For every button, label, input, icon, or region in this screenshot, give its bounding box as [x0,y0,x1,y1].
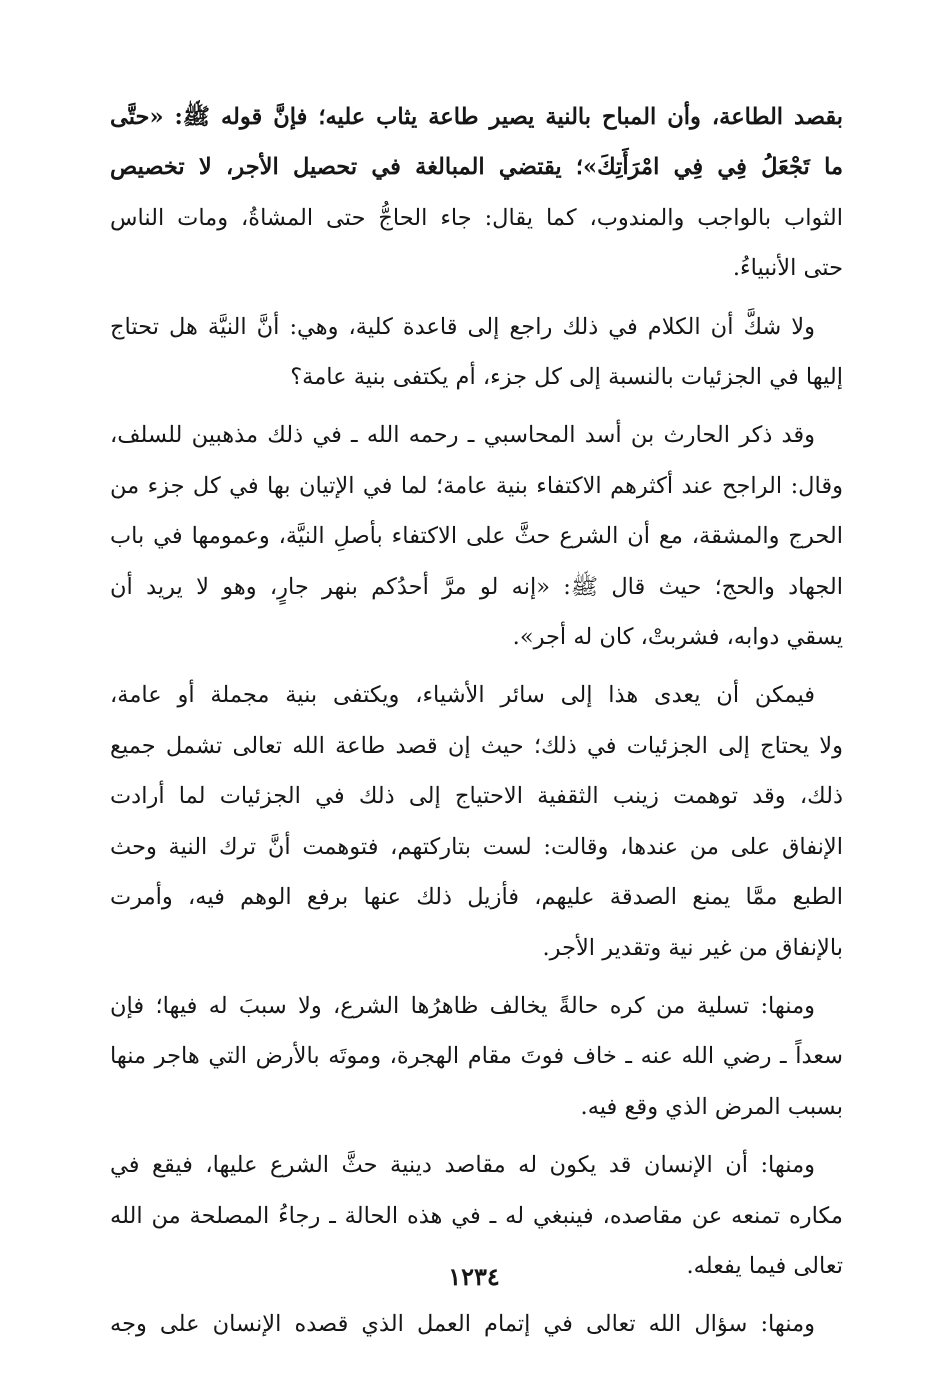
text-line: الحرج والمشقة، مع أن الشرع حثَّ على الاكتفاء بأصلِ النيَّة، وعمومها في باب [110,523,843,550]
paragraph [110,1299,843,1349]
text-line: الطبع ممَّا يمنع الصدقة عليهم، فأزيل ذلك عنها برفع الوهم فيه، وأمرت [110,884,843,911]
text-line: سعداً ـ رضي الله عنه ـ خاف فوتَ مقام الهجرة، وموتَه بالأرض التي هاجر منها [110,1043,843,1070]
paragraph [110,670,843,972]
text-line: تعالى فيما يفعله. [686,1252,843,1279]
text-line: ومنها: أن الإنسان قد يكون له مقاصد دينية حثَّ الشرع عليها، فيقع في [110,1152,815,1179]
text-line: يسقي دوابه، فشربتْ، كان له أجر». [512,624,843,651]
text-line: حتى الأنبياءُ. [732,255,843,282]
text-line: ذلك، وقد توهمت زينب الثقفية الاحتياج إلى ذلك في الجزئيات لما أرادت [110,783,843,810]
text-line: الإنفاق على من عندها، وقالت: لست بتاركتهم، فتوهمت أنَّ ترك النية وحث [110,833,843,860]
paragraph [110,410,843,662]
text-line: مكاره تمنعه عن مقاصده، فينبغي له ـ في هذه الحالة ـ رجاءُ المصلحة من الله [110,1202,843,1229]
paragraph [110,302,843,403]
text-line: الثواب بالواجب والمندوب، كما يقال: جاء الحاجُّ حتى المشاةُ، ومات الناس [110,204,843,231]
text-line: بالإنفاق من غير نية وتقدير الأجر. [542,934,843,961]
text-line: ومنها: سؤال الله تعالى في إتمام العمل الذي قصده الإنسان على وجه [110,1311,815,1338]
text-line: ومنها: تسلية من كره حالةً يخالف ظاهرُها الشرع، ولا سببَ له فيها؛ فإن [110,992,815,1019]
body-text [110,92,843,1358]
page-number: ١٢٣٤ [448,1262,500,1291]
text-line: وقد ذكر الحارث بن أسد المحاسبي ـ رحمه الله ـ في ذلك مذهبين للسلف، [110,422,815,449]
text-line: إليها في الجزئيات بالنسبة إلى كل جزء، أم يكتفى بنية عامة؟ [290,364,843,391]
text-line: ما تَجْعَلُ فِي فِي امْرَأَتِكَ»؛ يقتضي المبالغة في تحصيل الأجر، لا تخصيص [110,154,843,181]
text-line: بقصد الطاعة، وأن المباح بالنية يصير طاعة يثاب عليه؛ فإنَّ قوله ﷺ: «حتَّى [110,104,843,130]
text-line: ولا يحتاج إلى الجزئيات في ذلك؛ حيث إن قصد طاعة الله تعالى تشمل جميع [110,732,843,759]
paragraph [110,92,843,294]
text-line: الجهاد والحج؛ حيث قال ﷺ: «إنه لو مرَّ أحدُكم بنهر جارٍ، وهو لا يريد أن [110,573,843,600]
text-line: فيمكن أن يعدى هذا إلى سائر الأشياء، ويكتفى بنية مجملة أو عامة، [110,682,815,709]
text-line: ولا شكَّ أن الكلام في ذلك راجع إلى قاعدة كلية، وهي: أنَّ النيَّة هل تحتاج [110,313,815,340]
text-line: بسبب المرض الذي وقع فيه. [580,1093,843,1120]
paragraph [110,981,843,1132]
text-line: وقال: الراجح عند أكثرهم الاكتفاء بنية عامة؛ لما في الإتيان بها في كل جزء من [110,472,843,499]
